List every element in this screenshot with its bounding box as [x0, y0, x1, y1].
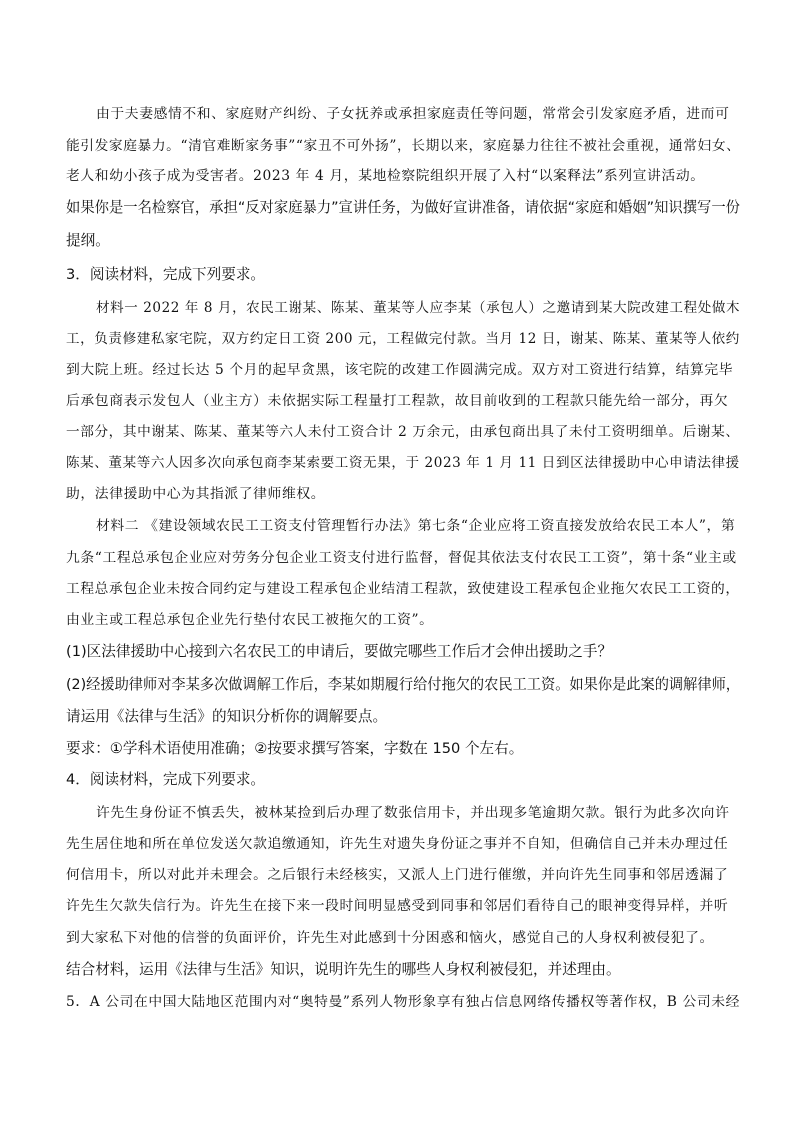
q3-requirements: 要求：①学科术语使用准确；②按要求撰写答案，字数在 150 个左右。 [66, 740, 524, 757]
q3-heading: 3．阅读材料，完成下列要求。 [66, 266, 266, 283]
q5-line-1: 5．A 公司在中国大陆地区范围内对“奥特曼”系列人物形象享有独占信息网络传播权等著作权，B 公司未经 [66, 994, 741, 1010]
q3-material1-line-1: 材料一 2022 年 8 月，农民工谢某、陈某、董某等人应李某（承包人）之邀请到某大院改建工程处做木 [96, 300, 741, 316]
q3-material1-line-6: 陈某、董某等六人因多次向承包商李某索要工资无果，于 2023 年 1 月 11 日到区法律援助中心申请法律援 [66, 455, 740, 471]
q3-material1-line-4: 后承包商表示发包人（业主方）未依据实际工程量打工程款，故目前收到的工程款只能先给一部分，再欠 [66, 393, 729, 409]
q4-material-line-2: 先生居住地和所在单位发送欠款追缴通知，许先生对遗失身份证之事并不自知，但确信自己并未办理过任 [66, 836, 729, 852]
q3-material2-line-3: 工程总承包企业未按合同约定与建设工程承包企业结清工程款，致使建设工程承包企业拖欠农民工工资的， [66, 581, 740, 597]
q4-material-line-1: 许先生身份证不慎丢失，被林某捡到后办理了数张信用卡，并出现多笔逾期欠款。银行为此多次向许 [96, 805, 730, 821]
q4-task: 结合材料，运用《法律与生活》知识，说明许先生的哪些人身权利被侵犯，并述理由。 [66, 961, 621, 978]
intro-task-line-1: 如果你是一名检察官，承担“反对家庭暴力”宣讲任务，为做好宣讲准备，请依据“家庭和婚姻”知识撰写一份 [66, 199, 740, 216]
intro-line-1: 由于夫妻感情不和、家庭财产纠纷、子女抚养或承担家庭责任等问题，常常会引发家庭矛盾，进而可 [96, 106, 730, 122]
q3-question-2-line-1: (2)经援助律师对李某多次做调解工作后，李某如期履行给付拖欠的农民工工资。如果你是此案的调解律师， [66, 676, 741, 693]
intro-task-line-2: 提纲。 [66, 232, 110, 249]
q4-heading: 4．阅读材料，完成下列要求。 [66, 771, 266, 788]
q4-material-line-3: 何信用卡，所以对此并未理会。之后银行未经核实，又派人上门进行催缴，并向许先生同事和邻居透漏了 [66, 867, 729, 883]
q3-material1-line-5: 一部分，其中谢某、陈某、董某等六人未付工资合计 2 万余元，由承包商出具了未付工资明细单。后谢某、 [66, 424, 740, 440]
q3-material2-line-4: 由业主或工程总承包企业先行垫付农民工被拖欠的工资”。 [66, 612, 434, 628]
q4-material-line-5: 到大家私下对他的信誉的负面评价，许先生对此感到十分困惑和恼火，感觉自己的人身权利被侵犯了。 [66, 930, 714, 946]
q3-question-2-line-2: 请运用《法律与生活》的知识分析你的调解要点。 [66, 708, 388, 725]
q3-question-1: (1)区法律援助中心接到六名农民工的申请后，要做完哪些工作后才会伸出援助之手？ [66, 643, 613, 660]
q4-material-line-4: 许先生欠款失信行为。许先生在接下来一段时间明显感受到同事和邻居们看待自己的眼神变得异样，并听 [66, 898, 729, 914]
q3-material2-line-1: 材料二 《建设领域农民工工资支付管理暂行办法》第七条“企业应将工资直接发放给农民工本人”，第 [96, 518, 736, 534]
q3-material1-line-7: 助，法律援助中心为其指派了律师维权。 [66, 486, 326, 502]
q3-material2-line-2: 九条“工程总承包企业应对劳务分包企业工资支付进行监督，督促其依法支付农民工工资”，第十条“业主或 [66, 550, 737, 566]
q3-material1-line-3: 到大院上班。经过长达 5 个月的起早贪黑，该宅院的改建工作圆满完成。双方对工资进行结算，结算完毕 [66, 362, 734, 378]
intro-line-3: 老人和幼小孩子成为受害者。2023 年 4 月，某地检察院组织开展了入村“以案释法”系列宣讲活动。 [66, 168, 705, 184]
q3-material1-line-2: 工，负责修建私家宅院，双方约定日工资 200 元，工程做完付款。当月 12 日，谢某、陈某、董某等人依约 [66, 331, 740, 347]
intro-line-2: 能引发家庭暴力。“清官难断家务事”“家丑不可外扬”，长期以来，家庭暴力往往不被社会重视，通常妇女、 [66, 138, 741, 154]
